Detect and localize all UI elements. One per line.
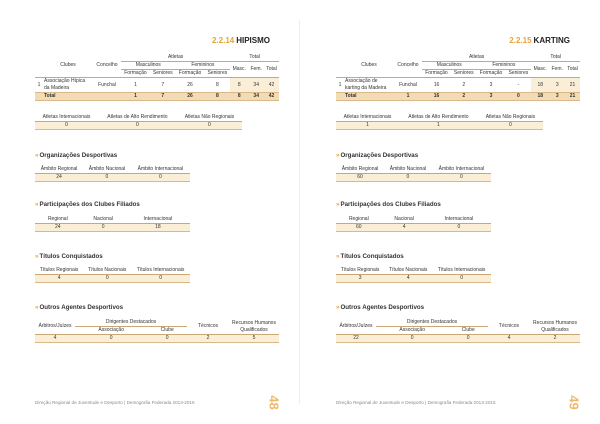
titulos-table: Títulos Regionais Títulos Nacionais Títulos Internacionais 4 0 0 xyxy=(35,267,190,283)
participacoes-table: Regional Nacional Internacional 60 4 0 xyxy=(336,216,491,232)
page-right xyxy=(300,0,600,424)
col-seniores-m: Seniores xyxy=(150,70,176,78)
athletes-table: Atletas Internacionais Atletas de Alto Rendimento Atletas Não Regionais 1 1 0 xyxy=(336,114,543,130)
col-femininos: Femininos xyxy=(477,62,532,70)
col-seniores-f: Seniores xyxy=(205,70,231,78)
table-row: 22 0 0 4 2 xyxy=(336,335,580,343)
col-fem: Fem. xyxy=(549,62,565,78)
section-title xyxy=(212,36,270,45)
heading-titulos: »Títulos Conquistados xyxy=(336,253,404,260)
col-total: Total xyxy=(230,54,279,62)
heading-titulos: »Títulos Conquistados xyxy=(35,253,103,260)
col-total: Total xyxy=(531,54,580,62)
club-concelho: Funchal xyxy=(93,78,121,93)
col-tot: Total xyxy=(264,62,279,78)
page-number: 49 xyxy=(566,395,582,410)
col-clubes: Clubes xyxy=(344,54,394,78)
heading-organizacoes: »Organizações Desportivas xyxy=(35,152,118,159)
col-formacao-m: Formação xyxy=(422,70,451,78)
section-name: KARTING xyxy=(533,36,570,45)
agentes-table: Árbitros/Juízes Dirigentes Destacados Técnicos Recursos Humanos Qualificados Associação Clube 4 0 0 2 5 xyxy=(35,319,279,343)
table-row: 0 0 0 xyxy=(35,122,242,130)
heading-agentes: »Outros Agentes Desportivos xyxy=(35,304,124,311)
table-row: 1 1 0 xyxy=(336,122,543,130)
table-row: 24 0 0 xyxy=(35,174,190,182)
heading-organizacoes: »Organizações Desportivas xyxy=(336,152,419,159)
clubs-table xyxy=(35,54,279,101)
heading-participacoes: »Participações dos Clubes Filiados xyxy=(35,201,140,208)
section-title xyxy=(509,36,570,45)
club-name: Associação de karting da Madeira xyxy=(344,78,394,93)
col-formacao-f: Formação xyxy=(176,70,205,78)
table-row: 60 4 0 xyxy=(336,224,491,232)
heading-participacoes: »Participações dos Clubes Filiados xyxy=(336,201,441,208)
col-tot: Total xyxy=(565,62,580,78)
col-masculinos: Masculinos xyxy=(422,62,477,70)
col-atletas: Atletas xyxy=(121,54,230,62)
col-masculinos: Masculinos xyxy=(121,62,176,70)
table-row: 24 0 18 xyxy=(35,224,190,232)
col-seniores-f: Seniores xyxy=(506,70,532,78)
section-number: 2.2.14 xyxy=(211,36,235,45)
col-formacao-f: Formação xyxy=(477,70,506,78)
col-clubes: Clubes xyxy=(43,54,93,78)
table-row: 1 Associação Hípica da Madeira Funchal 1 7 26 8 8 34 42 xyxy=(35,78,279,93)
col-femininos: Femininos xyxy=(176,62,231,70)
clubs-table xyxy=(336,54,580,101)
col-atletas: Atletas xyxy=(422,54,531,62)
organizacoes-table: Âmbito Regional Âmbito Nacional Âmbito Internacional 60 0 0 xyxy=(336,166,491,182)
page-number: 48 xyxy=(266,395,282,410)
col-seniores-m: Seniores xyxy=(451,70,477,78)
col-masc: Masc. xyxy=(230,62,248,78)
col-masc: Masc. xyxy=(531,62,549,78)
col-formacao-m: Formação xyxy=(121,70,150,78)
club-concelho: Funchal xyxy=(394,78,422,93)
footer-text: Direção Regional de Juventude e Desporto | Demografia Federada 2013-2015 xyxy=(35,400,195,405)
table-row: 60 0 0 xyxy=(336,174,491,182)
table-row: 1 Associação de karting da Madeira Funchal 16 2 3 - 18 3 21 xyxy=(336,78,580,93)
organizacoes-table: Âmbito Regional Âmbito Nacional Âmbito Internacional 24 0 0 xyxy=(35,166,190,182)
table-total-row: Total 1 7 26 8 8 34 42 xyxy=(35,93,279,101)
footer-text: Direção Regional de Juventude e Desporto | Demografia Federada 2013-2015 xyxy=(336,400,496,405)
heading-agentes: »Outros Agentes Desportivos xyxy=(336,304,425,311)
section-name: HIPISMO xyxy=(236,36,270,45)
col-fem: Fem. xyxy=(248,62,264,78)
col-concelho: Concelho xyxy=(394,54,422,78)
agentes-table: Árbitros/Juízes Dirigentes Destacados Técnicos Recursos Humanos Qualificados Associação Clube 22 0 0 4 2 xyxy=(336,319,580,343)
participacoes-table: Regional Nacional Internacional 24 0 18 xyxy=(35,216,190,232)
athletes-table: Atletas Internacionais Atletas de Alto Rendimento Atletas Não Regionais 0 0 0 xyxy=(35,114,242,130)
table-row: 4 0 0 xyxy=(35,275,190,283)
table-total-row: Total 1 16 2 3 0 18 3 21 xyxy=(336,93,580,101)
section-number: 2.2.15 xyxy=(509,36,532,45)
table-row: 3 4 0 xyxy=(336,275,491,283)
titulos-table: Títulos Regionais Títulos Nacionais Títulos Internacionais 3 4 0 xyxy=(336,267,491,283)
col-concelho: Concelho xyxy=(93,54,121,78)
table-row: 4 0 0 2 5 xyxy=(35,335,279,343)
club-name: Associação Hípica da Madeira xyxy=(43,78,93,93)
